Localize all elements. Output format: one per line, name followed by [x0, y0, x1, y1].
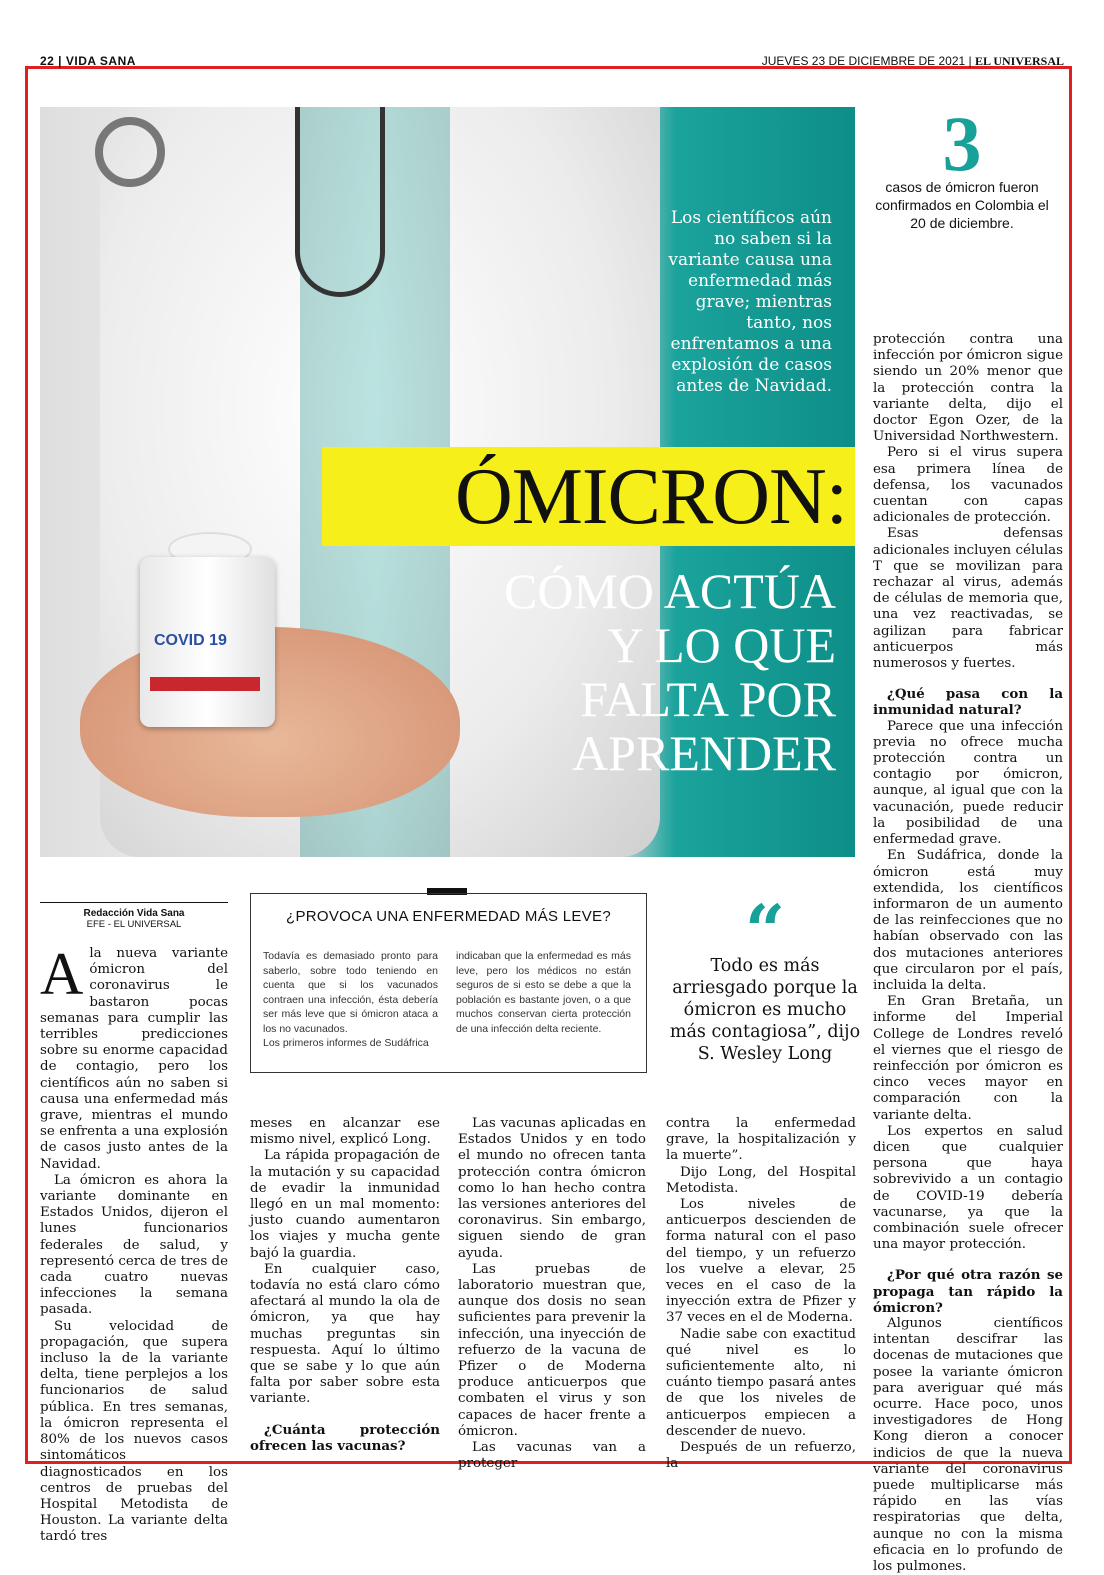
col1-p1: la nueva variante ómicron del coronavirus le bastaron pocas semanas para cumplir las terribles predicciones sobre su enorme capacidad de contagio, pero los científicos aún no saben si causa una enfermedad más grave, mientras el mundo se enfrenta a una explosión de casos justo antes de la Navidad. [40, 946, 228, 1172]
col5-p2: Pero si el virus supera esa primera línea de defensa, los vacunados cuentan con capas adicionales de protección. [873, 445, 1063, 526]
box-title: ¿PROVOCA UNA ENFERMEDAD MÁS LEVE? [286, 908, 611, 925]
subheadline: CÓMO ACTÚA Y LO QUE FALTA POR APRENDER [504, 563, 836, 781]
col3-p2: Las pruebas de laboratorio muestran que, aunque dos dosis no sean suficientes para prevenir la infección, una inyección de refuerzo de la vacuna de Pfizer o de Moderna produce anticuerpos que combaten el virus y son capaces de hacer frente a ómicron. [458, 1261, 646, 1439]
col3-p3: Las vacunas van a proteger [458, 1440, 646, 1472]
col1-p2: La ómicron es ahora la variante dominante en Estados Unidos, dijeron el lunes funcionarios federales de salud, y representó cerca de tres de cada cuatro nuevas infecciones la semana pasada. [40, 1172, 228, 1318]
paper-name: EL UNIVERSAL [974, 54, 1064, 68]
pull-quote: Todo es más arriesgado porque la ómicron es mucho más contagiosa”, dijo S. Wesley Long [669, 956, 861, 1064]
col4-p3: Los niveles de anticuerpos descienden de forma natural con el paso del tiempo, y un refuerzo los vuelve a elevar, 25 veces en el caso de la inyección extra de Pfizer y 37 veces en el de Moderna. [666, 1197, 856, 1326]
col4-p2: Dijo Long, del Hospital Metodista. [666, 1164, 856, 1196]
bottle-band [150, 677, 260, 691]
date-text: JUEVES 23 DE DICIEMBRE DE 2021 | [761, 54, 972, 68]
article-deck: Los científicos aún no saben si la variante causa una enfermedad más grave; mientras tanto, nos enfrentamos a una explosión de casos antes de Navidad. [668, 208, 832, 396]
bottle-label: COVID 19 [154, 632, 227, 649]
page-date [762, 54, 1064, 69]
col4-p5: Después de un refuerzo, la [666, 1440, 856, 1472]
col4-p1: contra la enfermedad grave, la hospitalización y la muerte”. [666, 1116, 856, 1164]
col5-heading-2: ¿Por qué otra razón se propaga tan rápido la ómicron? [873, 1267, 1063, 1316]
headline: ÓMICRON: [454, 453, 847, 541]
col5-heading-1: ¿Qué pasa con la inmunidad natural? [873, 686, 1063, 719]
article-column-2 [250, 1116, 440, 1454]
article-column-1 [40, 941, 228, 1546]
col2-p3: En cualquier caso, todavía no está claro cómo afectará al mundo la ola de ómicron, ya que hay muchas preguntas sin respuesta. Aquí lo último que se sabe y lo que aún falta por saber sobre esta variante. [250, 1261, 440, 1407]
dropcap: A [40, 941, 84, 1007]
col5-p8: Algunos científicos intentan descifrar las docenas de mutaciones que posee la variante ómicron para averiguar qué más ocurre. Hace poco, unos investigadores de Hong Kong dieron a conocer indicios de que la nueva variante del coronavirus puede multiplicarse más rápido en las vías respiratorias que delta, aunque no con la misma eficacia en lo profundo de los pulmones. [873, 1315, 1063, 1575]
article-column-4 [666, 1116, 856, 1472]
byline-author: Redacción Vida Sana [83, 908, 185, 919]
section-label: 22 | VIDA SANA [40, 54, 136, 68]
col2-p1: meses en alcanzar ese mismo nivel, explicó Long. [250, 1116, 440, 1148]
col5-p6: En Gran Bretaña, un informe del Imperial College de Londres reveló el viernes que el riesgo de reinfección por ómicron es cinco veces mayor en comparación con la variante delta. [873, 994, 1063, 1123]
col3-p1: Las vacunas aplicadas en Estados Unidos y en todo el mundo no ofrecen tanta protección contra ómicron como lo han hecho contra las versiones anteriores del coronavirus. Sin embargo, siguen siendo de gran ayuda. [458, 1116, 646, 1261]
col1-p3: Su velocidad de propagación, que supera incluso la de la variante delta, tiene perplejos a los funcionarios de salud pública. En tres semanas, la ómicron representa el 80% de los nuevos casos sintomáticos diagnosticados en los centros de pruebas del Hospital Metodista de Houston. La variante delta tardó tres [40, 1318, 228, 1545]
stethoscope-tube [295, 107, 385, 297]
col5-p4: Parece que una infección previa no ofrece mucha protección contra un contagio por ómicron, aunque, al igual que con la vacunación, puede reducir la posibilidad de una enfermedad grave. [873, 718, 1063, 848]
article-column-5 [873, 332, 1063, 1575]
box-column-right [456, 949, 631, 1036]
sidebar-box [250, 893, 647, 1073]
stethoscope-icon [95, 117, 165, 187]
quote-icon: “ [744, 889, 786, 972]
box-left-p2: Los primeros informes de Sudáfrica [263, 1037, 429, 1049]
col4-p4: Nadie sabe con exactitud qué nivel es lo suficientemente alto, ni cuánto tiempo pasará antes de que los niveles de anticuerpos empiecen a descender de nuevo. [666, 1326, 856, 1439]
col5-p5: En Sudáfrica, donde la ómicron está muy extendida, los científicos informaron de un aumento de las reinfecciones que no habían observado con las dos mutaciones anteriores que circularon por el país, incluida la delta. [873, 848, 1063, 993]
col5-p7: Los expertos en salud dicen que cualquier persona que haya sobrevivido a un contagio de COVID-19 debería vacunarse, ya que la combinación suele ofrecer una mayor protección. [873, 1123, 1063, 1253]
pill-bottle [140, 557, 275, 727]
col5-p1: protección contra una infección por ómicron sigue siendo un 20% menor que la protección contra la variante delta, dijo el doctor Egon Ozer, de la Universidad Northwestern. [873, 332, 1063, 445]
col5-p3: Esas defensas adicionales incluyen células T que se movilizan para rechazar al virus, además de células de memoria que, una vez reactivadas, se agilizan para fabricar anticuerpos más numerosos y fuertes. [873, 526, 1063, 672]
byline-agency: EFE - EL UNIVERSAL [86, 919, 182, 930]
stat-number: 3 [942, 100, 982, 187]
byline [40, 902, 228, 930]
box-column-left [263, 949, 438, 1051]
stat-text: casos de ómicron fueron confirmados en Colombia el 20 de diciembre. [875, 179, 1049, 231]
col2-heading: ¿Cuánta protección ofrecen las vacunas? [250, 1421, 440, 1454]
box-left-p1: Todavía es demasiado pronto para saberlo, sobre todo teniendo en cuenta que si los vacunados contraen una infección, ésta debería ser más leve que si ómicron ataca a los no vacunados. [263, 950, 438, 1035]
article-column-3 [458, 1116, 646, 1472]
box-right-p1: indicaban que la enfermedad es más leve, pero los médicos no están seguros de si esto se debe a que la población es bastante joven, o a que muchos conservan cierta protección de una infección delta reciente. [456, 950, 631, 1035]
col2-p2: La rápida propagación de la mutación y su capacidad de evadir la inmunidad llegó en un mal momento: justo cuando aumentaron los viajes y mucha gente bajó la guardia. [250, 1148, 440, 1261]
